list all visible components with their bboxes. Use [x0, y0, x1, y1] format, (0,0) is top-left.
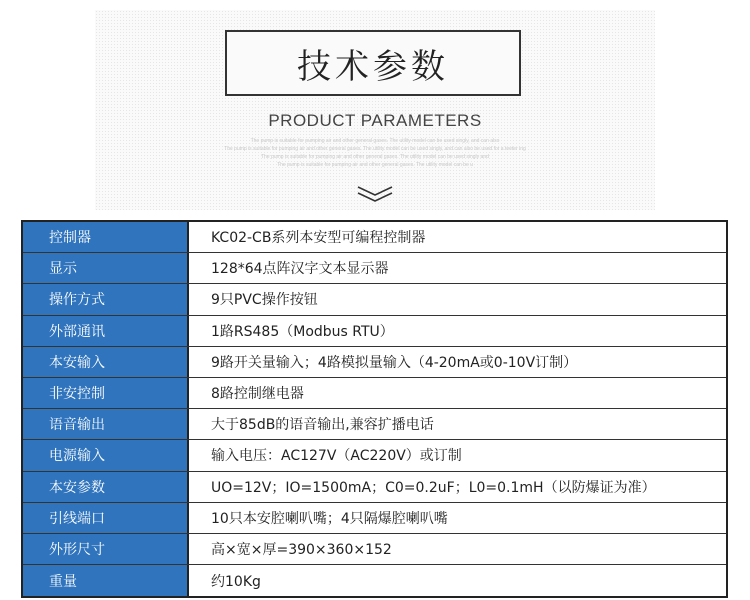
param-value: 约10Kg — [189, 565, 726, 596]
param-value: 10只本安腔喇叭嘴；4只隔爆腔喇叭嘴 — [189, 503, 726, 533]
param-label: 本安输入 — [23, 347, 189, 377]
param-label: 外部通讯 — [23, 316, 189, 346]
table-row — [23, 316, 726, 347]
param-label: 外形尺寸 — [23, 534, 189, 564]
fine-print-line: The pump is suitable for pumping air and other general gases. The utility model can be used singly, and can also — [250, 138, 500, 144]
table-row — [23, 253, 726, 284]
fine-print-line: The pump is suitable for pumping air and other general gases. The utility model can be used singly, and can also be used for a teeter ing — [224, 146, 526, 152]
table-row — [23, 378, 726, 409]
table-row — [23, 409, 726, 440]
param-label: 本安参数 — [23, 472, 189, 502]
table-row — [23, 222, 726, 253]
param-label: 控制器 — [23, 222, 189, 252]
table-row — [23, 440, 726, 471]
param-label: 操作方式 — [23, 284, 189, 314]
table-row — [23, 347, 726, 378]
param-value: 大于85dB的语音输出,兼容扩播电话 — [189, 409, 726, 439]
double-chevron-down-icon — [355, 184, 395, 204]
table-row — [23, 534, 726, 565]
fine-print-line: The pump is suitable for pumping air and other general gases. The utility model can be used singly and — [261, 154, 489, 160]
page-subtitle: PRODUCT PARAMETERS — [268, 111, 482, 130]
parameters-table — [21, 220, 728, 598]
param-value: 输入电压：AC127V（AC220V）或订制 — [189, 440, 726, 470]
param-value: 1路RS485（Modbus RTU） — [189, 316, 726, 346]
param-value: 9只PVC操作按钮 — [189, 284, 726, 314]
param-label: 显示 — [23, 253, 189, 283]
table-row — [23, 284, 726, 315]
param-value: UO=12V；IO=1500mA；C0=0.2uF；L0=0.1mH（以防爆证为准） — [189, 472, 726, 502]
param-label: 重量 — [23, 565, 189, 596]
page-title: 技术参数 — [225, 30, 521, 96]
param-label: 电源输入 — [23, 440, 189, 470]
table-row — [23, 503, 726, 534]
param-value: 9路开关量输入；4路模拟量输入（4-20mA或0-10V订制） — [189, 347, 726, 377]
param-value: 128*64点阵汉字文本显示器 — [189, 253, 726, 283]
param-value: 高×宽×厚=390×360×152 — [189, 534, 726, 564]
fine-print-line: The pump is suitable for pumping air and other general gases. The utility model can be u — [277, 162, 473, 168]
table-row — [23, 565, 726, 596]
param-label: 语音输出 — [23, 409, 189, 439]
table-row — [23, 472, 726, 503]
param-value: KC02-CB系列本安型可编程控制器 — [189, 222, 726, 252]
param-label: 非安控制 — [23, 378, 189, 408]
param-label: 引线端口 — [23, 503, 189, 533]
param-value: 8路控制继电器 — [189, 378, 726, 408]
